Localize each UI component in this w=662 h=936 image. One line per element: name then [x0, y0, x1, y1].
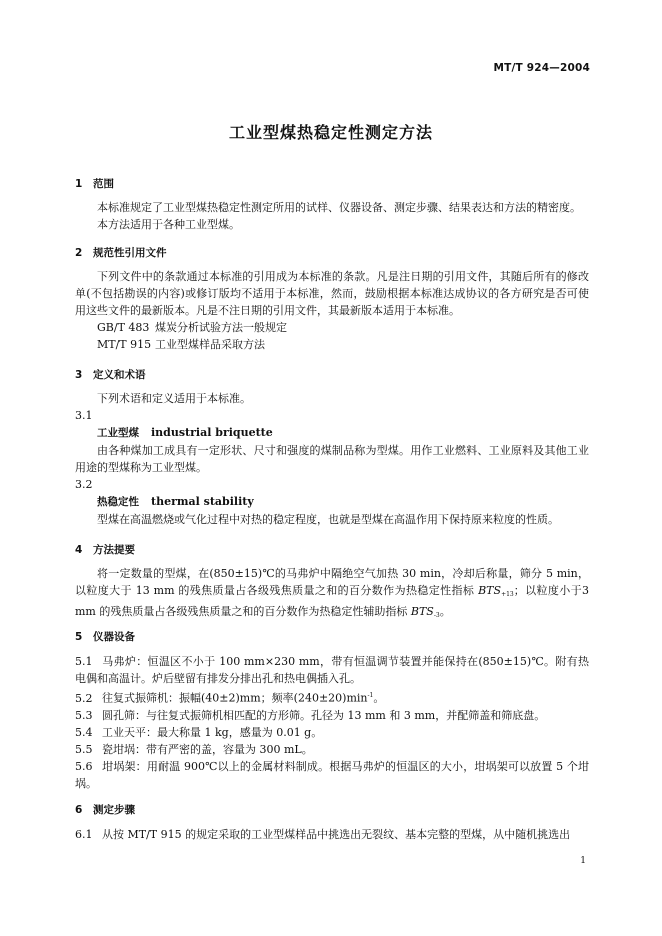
section-6: [75, 802, 589, 819]
section-6-heading: 6 测定步骤: [75, 804, 135, 816]
normative-reference: MT/T 915 工业型煤样品采取方法: [97, 338, 265, 351]
equipment-item: 5.3 圆孔筛：与往复式振筛机相匹配的方形筛。孔径为 13 mm 和 3 mm，并配筛盖和筛底盘。: [75, 708, 546, 722]
term-definition: 由各种煤加工成具有一定形状、尺寸和强度的煤制品称为型煤。用作工业燃料、工业原料及其他工业用途的型煤称为工业型煤。: [75, 444, 589, 474]
section-5-body: [75, 653, 589, 792]
section-3-paragraph: 下列术语和定义适用于本标准。: [97, 392, 251, 405]
section-1-paragraph: 本方法适用于各种工业型煤。: [97, 218, 240, 231]
section-4-heading: 4 方法提要: [75, 544, 135, 556]
section-2-paragraph: 下列文件中的条款通过本标准的引用成为本标准的条款。凡是注日期的引用文件，其随后所有的修改单(不包括勘误的内容)或修订版均不适用于本标准，然而，鼓励根据本标准达成协议的各方研究是否可使用这些文件的最新版本。凡是不注日期的引用文件，其最新版本适用于本标准。: [75, 270, 589, 317]
standard-code: MT/T 924—2004: [493, 62, 590, 74]
normative-reference: GB/T 483 煤炭分析试验方法一般规定: [97, 321, 287, 334]
equipment-item: 5.4 工业天平：最大称量 1 kg，感量为 0.01 g。: [75, 725, 323, 739]
page-number: 1: [580, 856, 586, 866]
section-1-body: [75, 199, 589, 233]
term-definition: 型煤在高温燃烧或气化过程中对热的稳定程度，也就是型煤在高温作用下保持原来粒度的性质。: [97, 513, 559, 526]
equipment-item: 5.5 瓷坩埚：带有严密的盖，容量为 300 mL。: [75, 742, 313, 756]
section-3-heading: 3 定义和术语: [75, 369, 146, 381]
section-2-body: [75, 268, 589, 353]
section-5-heading: 5 仪器设备: [75, 631, 135, 643]
section-1-heading: 1 范围: [75, 178, 114, 190]
section-3-body: [75, 390, 589, 528]
term-number: 3.2: [75, 478, 93, 491]
bts3-symbol: BTS: [410, 605, 434, 618]
section-5: [75, 629, 589, 646]
page-title: 工业型煤热稳定性测定方法: [228, 123, 433, 142]
section-2-heading: 2 规范性引用文件: [75, 247, 167, 259]
section-1: [75, 176, 589, 193]
term-entry: 工业型煤 industrial briquette: [97, 426, 273, 439]
term-entry: 热稳定性 thermal stability: [97, 495, 254, 508]
term-number: 3.1: [75, 409, 93, 422]
section-2: [75, 245, 589, 262]
equipment-item: 5.1 马弗炉：恒温区不小于 100 mm×230 mm，带有恒温调节装置并能保持在(850±15)℃。附有热电偶和高温计。炉后壁留有排发分排出孔和热电偶插入孔。: [75, 655, 589, 685]
section-6-body: [75, 826, 589, 843]
section-4-body: [75, 565, 589, 624]
section-4: [75, 542, 589, 559]
section-1-paragraph: 本标准规定了工业型煤热稳定性测定所用的试样、仪器设备、测定步骤、结果表达和方法的精密度。: [97, 201, 581, 214]
section-3: [75, 367, 589, 384]
bts13-symbol: BTS: [478, 584, 502, 597]
section-4-paragraph: 将一定数量的型煤，在(850±15)℃的马弗炉中隔绝空气加热 30 min，冷却后称量，筛分 5 min，以粒度大于 13 mm 的残焦质量占各级残焦质量之和的百分数作为热稳定性指标 $BTS_{+13}$；以粒度小于3 mm 的残焦质量占各级残焦质量之和的百分数作为热稳定性辅助指标 $BTS_{-3}$。: [75, 567, 590, 619]
equipment-item: 5.2 往复式振筛机：振幅(40±2)mm；频率$(240\pm 20)\min^{-1}$。: [75, 691, 385, 705]
procedure-item: 6.1 从按 MT/T 915 的规定采取的工业型煤样品中挑选出无裂纹、基本完整的型煤，从中随机挑选出: [75, 828, 571, 841]
equipment-item: 5.6 坩埚架：用耐温 900℃以上的金属材料制成。根据马弗炉的恒温区的大小，坩埚架可以放置 5 个坩埚。: [75, 759, 589, 790]
